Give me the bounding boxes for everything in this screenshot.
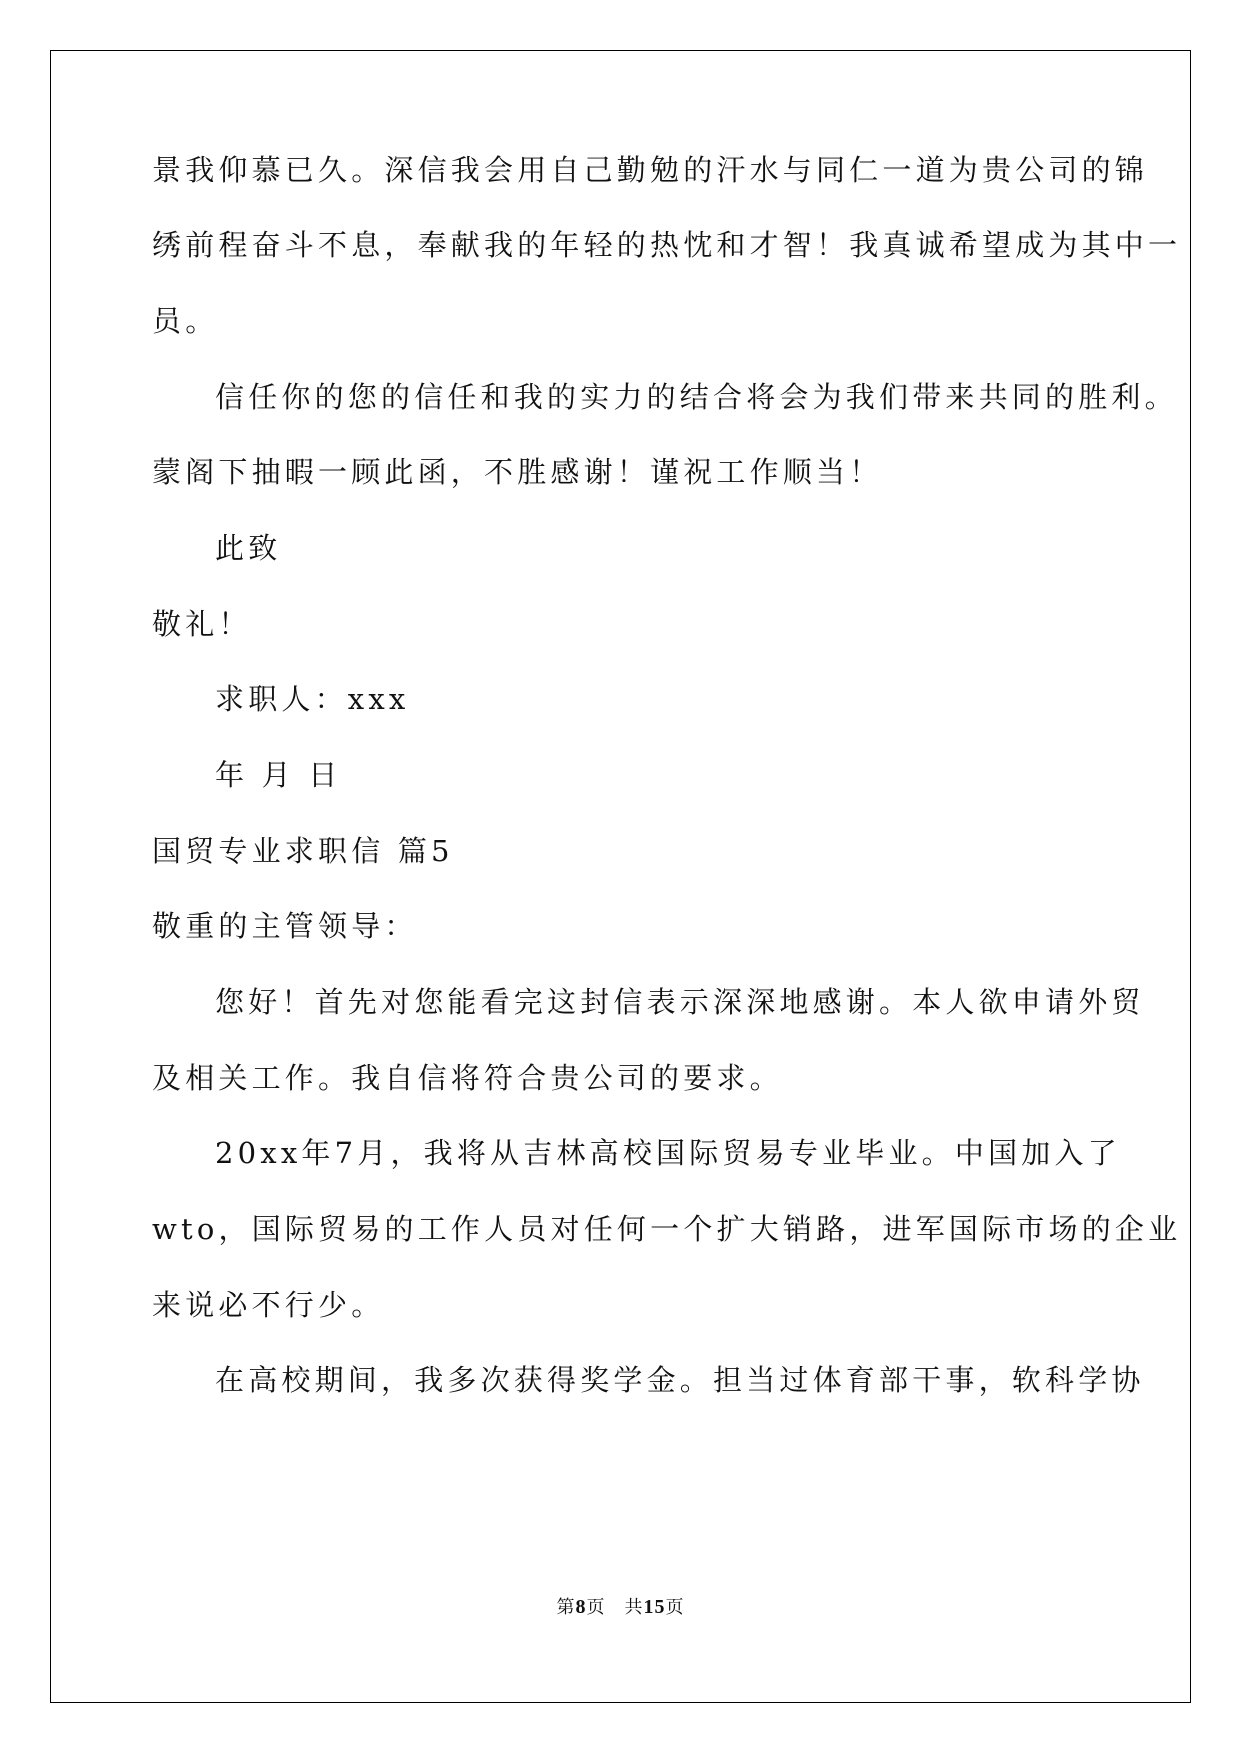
body-line: 20xx年7月，我将从吉林高校国际贸易专业毕业。中国加入了 [215, 1136, 1121, 1170]
date-line: 年 月 日 [215, 758, 342, 792]
footer-prefix: 第 [556, 1597, 576, 1618]
current-page-number: 8 [575, 1596, 587, 1618]
body-line: 信任你的您的信任和我的实力的结合将会为我们带来共同的胜利。 [215, 380, 1178, 414]
page-border [50, 50, 1191, 1703]
page-footer [0, 1593, 1241, 1619]
footer-mid: 页 共 [586, 1597, 644, 1618]
closing-line: 此致 [215, 531, 282, 565]
footer-suffix: 页 [665, 1597, 685, 1618]
body-line: 及相关工作。我自信将符合贵公司的要求。 [152, 1061, 783, 1095]
body-line: 员。 [152, 304, 219, 338]
body-line: 在高校期间，我多次获得奖学金。担当过体育部干事，软科学协 [215, 1363, 1145, 1397]
body-line: 绣前程奋斗不息，奉献我的年轻的热忱和才智！我真诚希望成为其中一 [152, 228, 1182, 262]
salutation-line: 敬礼！ [152, 607, 252, 641]
total-pages-number: 15 [643, 1596, 666, 1618]
body-line: 来说必不行少。 [152, 1288, 385, 1322]
body-line: 蒙阁下抽暇一顾此函，不胜感谢！谨祝工作顺当！ [152, 455, 883, 489]
body-line: wto，国际贸易的工作人员对任何一个扩大销路，进军国际市场的企业 [152, 1212, 1182, 1246]
signature-line: 求职人：xxx [215, 682, 410, 716]
section-title: 国贸专业求职信 篇5 [152, 834, 454, 868]
body-line: 您好！首先对您能看完这封信表示深深地感谢。本人欲申请外贸 [215, 985, 1145, 1019]
body-line: 景我仰慕已久。深信我会用自己勤勉的汗水与同仁一道为贵公司的锦 [152, 153, 1149, 187]
greeting-line: 敬重的主管领导： [152, 909, 418, 943]
